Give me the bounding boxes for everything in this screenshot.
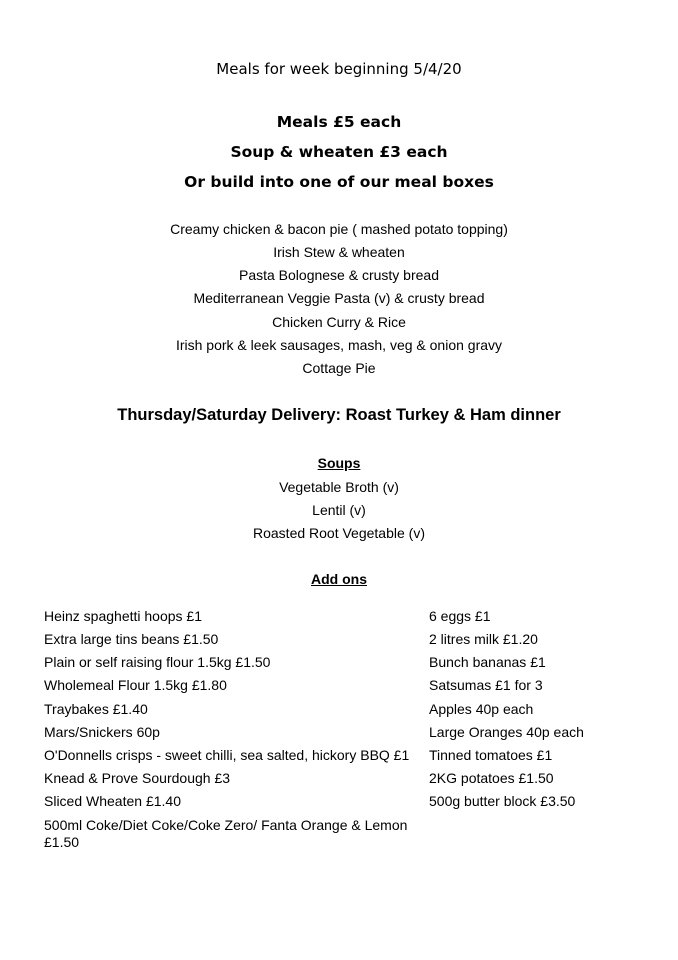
meal-item: Creamy chicken & bacon pie ( mashed potato topping) [170, 221, 508, 237]
meal-item: Irish Stew & wheaten [273, 244, 405, 260]
addon-item: O'Donnells crisps - sweet chilli, sea salted, hickory BBQ £1 [44, 747, 410, 763]
addon-item: 2KG potatoes £1.50 [429, 770, 554, 786]
addons-heading: Add ons [311, 571, 367, 587]
addon-item: Knead & Prove Sourdough £3 [44, 770, 231, 786]
addon-item: Extra large tins beans £1.50 [44, 631, 219, 647]
soup-item: Roasted Root Vegetable (v) [253, 525, 425, 541]
meal-item: Pasta Bolognese & crusty bread [238, 267, 439, 283]
addon-item: 500g butter block £3.50 [429, 793, 576, 809]
delivery-heading: Thursday/Saturday Delivery: Roast Turkey & Ham dinner [117, 406, 561, 424]
addon-item: Plain or self raising flour 1.5kg £1.50 [44, 654, 271, 670]
meal-price-line: Meals £5 each [276, 113, 402, 131]
meal-item: Chicken Curry & Rice [272, 314, 406, 330]
addon-item: Sliced Wheaten £1.40 [44, 793, 181, 809]
addon-item: Mars/Snickers 60p [44, 724, 160, 740]
addon-item: 500ml Coke/Diet Coke/Coke Zero/ Fanta Orange & Lemon [44, 817, 408, 833]
addon-item: Apples 40p each [429, 701, 534, 717]
meal-item: Mediterranean Veggie Pasta (v) & crusty bread [193, 290, 485, 306]
soup-item: Lentil (v) [312, 502, 366, 518]
addon-item: Large Oranges 40p each [429, 724, 584, 740]
meal-item: Cottage Pie [302, 360, 376, 376]
addon-item: Satsumas £1 for 3 [429, 677, 543, 693]
addon-item: Wholemeal Flour 1.5kg £1.80 [44, 677, 227, 693]
soup-price-line: Soup & wheaten £3 each [230, 143, 448, 161]
addon-item: 6 eggs £1 [429, 608, 491, 624]
addon-item: Tinned tomatoes £1 [429, 747, 553, 763]
soups-heading: Soups [317, 455, 361, 471]
week-title: Meals for week beginning 5/4/20 [216, 60, 462, 78]
addon-item: Heinz spaghetti hoops £1 [44, 608, 202, 624]
addon-item: Traybakes £1.40 [44, 701, 148, 717]
meal-item: Irish pork & leek sausages, mash, veg & onion gravy [175, 337, 503, 353]
soup-item: Vegetable Broth (v) [279, 479, 399, 495]
addon-item: Bunch bananas £1 [429, 654, 546, 670]
addon-item: 2 litres milk £1.20 [429, 631, 538, 647]
addon-item-continued: £1.50 [44, 834, 80, 850]
meal-box-line: Or build into one of our meal boxes [184, 173, 494, 191]
